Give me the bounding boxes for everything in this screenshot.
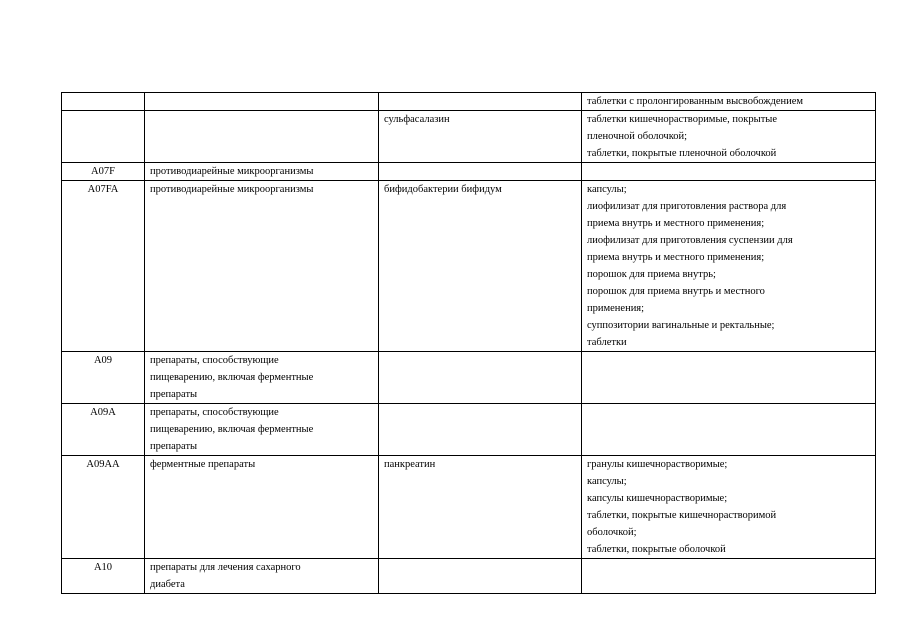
group-name-line: противодиарейные микроорганизмы [150,184,314,195]
drug-name-cell: бифидобактерии бифидум [379,181,582,352]
group-name-cell [145,111,379,163]
group-name-cell [145,352,379,404]
dosage-form-line: лиофилизат для приготовления суспензии для [587,235,793,246]
drug-name-cell [379,559,582,594]
dosage-forms-cell [582,163,876,181]
group-name-cell [145,93,379,111]
group-name-line: ферментные препараты [150,459,256,470]
atc-code-cell: A09 [62,352,145,404]
group-name-line: пищеварению, включая ферментные [150,372,314,383]
table-body [62,93,876,594]
atc-code-cell: A07F [62,163,145,181]
group-name-cell [145,404,379,456]
dosage-forms-cell [582,559,876,594]
table-row [62,111,876,163]
group-name-line: противодиарейные микроорганизмы [150,166,314,177]
dosage-forms-cell [582,111,876,163]
dosage-form-line: таблетки, покрытые оболочкой [587,544,726,555]
dosage-form-line: таблетки кишечнорастворимые, покрытые [587,114,777,125]
dosage-form-line: гранулы кишечнорастворимые; [587,459,728,470]
table-row [62,163,876,181]
drug-name-cell [379,352,582,404]
dosage-forms-cell [582,181,876,352]
dosage-form-line: лиофилизат для приготовления раствора для [587,201,787,212]
group-name-cell [145,456,379,559]
dosage-forms-cell [582,404,876,456]
dosage-form-line: порошок для приема внутрь и местного [587,286,765,297]
group-name-cell [145,163,379,181]
atc-code-cell [62,93,145,111]
dosage-forms-cell [582,93,876,111]
group-name-cell [145,559,379,594]
group-name-line: препараты для лечения сахарного [150,562,301,573]
dosage-form-line: капсулы; [587,184,627,195]
group-name-line: препараты, способствующие [150,355,279,366]
dosage-form-line: капсулы кишечнорастворимые; [587,493,728,504]
drug-name-cell: сульфасалазин [379,111,582,163]
dosage-form-line: оболочкой; [587,527,637,538]
dosage-form-line: применения; [587,303,645,314]
group-name-line: препараты, способствующие [150,407,279,418]
atc-code-cell [62,111,145,163]
dosage-form-line: приема внутрь и местного применения; [587,218,765,229]
group-name-line: препараты [150,389,198,400]
dosage-form-line: таблетки [587,337,627,348]
table-row [62,559,876,594]
atc-code-cell: A07FA [62,181,145,352]
dosage-forms-cell [582,456,876,559]
drug-classification-table [61,92,876,594]
dosage-forms-cell [582,352,876,404]
dosage-form-line: пленочной оболочкой; [587,131,688,142]
drug-name-cell [379,163,582,181]
group-name-cell [145,181,379,352]
atc-code-cell: A10 [62,559,145,594]
dosage-form-line: капсулы; [587,476,627,487]
drug-name-cell [379,93,582,111]
table-row [62,352,876,404]
table-row [62,93,876,111]
group-name-line: препараты [150,441,198,452]
table-row [62,181,876,352]
dosage-form-line: таблетки, покрытые пленочной оболочкой [587,148,777,159]
drug-name-cell: панкреатин [379,456,582,559]
dosage-form-line: суппозитории вагинальные и ректальные; [587,320,775,331]
dosage-form-line: таблетки, покрытые кишечнорастворимой [587,510,777,521]
dosage-form-line: таблетки с пролонгированным высвобождением [587,96,804,107]
dosage-form-line: приема внутрь и местного применения; [587,252,765,263]
table-row [62,456,876,559]
drug-name-cell [379,404,582,456]
atc-code-cell: A09AA [62,456,145,559]
group-name-line: диабета [150,579,185,590]
dosage-form-line: порошок для приема внутрь; [587,269,716,280]
atc-code-cell: A09A [62,404,145,456]
group-name-line: пищеварению, включая ферментные [150,424,314,435]
table-row [62,404,876,456]
